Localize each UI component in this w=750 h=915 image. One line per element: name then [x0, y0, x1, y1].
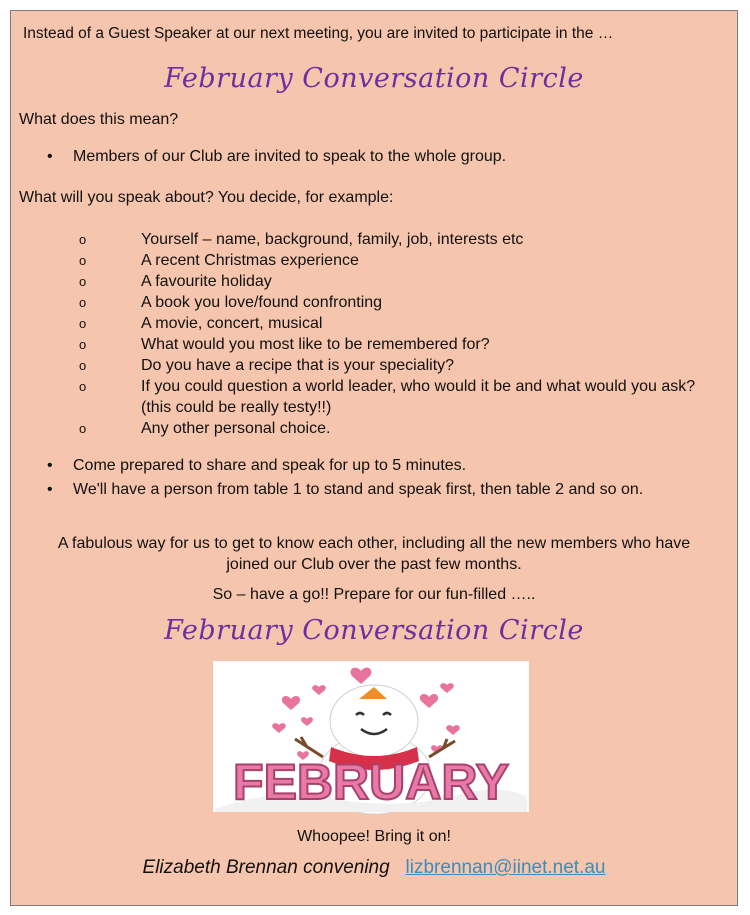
- topic-item: o A book you love/found confronting: [79, 294, 383, 311]
- february-word: FEBRUARY: [233, 754, 509, 810]
- closing-prompt: So – have a go!! Prepare for our fun-filled …..: [212, 586, 536, 603]
- topic-item: o Yourself – name, background, family, job, interests etc: [79, 231, 524, 248]
- circle-bullet-icon: o: [79, 274, 87, 289]
- bullet-item: [47, 457, 707, 475]
- topic-item: o What would you most like to be remembered for?: [79, 336, 490, 353]
- bullet-icon: •: [47, 481, 53, 498]
- bullet-icon: •: [47, 148, 53, 165]
- bullet-text: Members of our Club are invited to speak to the whole group.: [73, 148, 507, 165]
- whoopee-text: Whoopee! Bring it on!: [297, 828, 451, 845]
- flyer: [10, 10, 738, 906]
- question-meaning: What does this mean?: [19, 111, 179, 128]
- circle-bullet-icon: o: [79, 232, 87, 247]
- circle-bullet-icon: o: [79, 358, 87, 373]
- topic-list: [77, 229, 727, 439]
- topic-item: o If you could question a world leader, who would it be and what would you ask? (this could be really testy!!): [79, 378, 696, 416]
- bullet-text: We'll have a person from table 1 to stand and speak first, then table 2 and so on.: [73, 481, 644, 498]
- topic-item: o Any other personal choice.: [79, 420, 331, 437]
- closing-text: A fabulous way for us to get to know each other, including all the new members who have joined our Club over the past few months.: [57, 535, 691, 573]
- circle-bullet-icon: o: [79, 316, 87, 331]
- convener-name: Elizabeth Brennan convening: [142, 857, 390, 878]
- question-topic: What will you speak about? You decide, for example:: [19, 189, 394, 206]
- topic-item: o Do you have a recipe that is your speciality?: [79, 357, 455, 374]
- bullet-item: [47, 479, 707, 500]
- circle-bullet-icon: o: [79, 379, 87, 394]
- circle-bullet-icon: o: [79, 253, 87, 268]
- email-link[interactable]: lizbrennan@iinet.net.au: [405, 857, 606, 878]
- topic-item: o A movie, concert, musical: [79, 315, 323, 332]
- event-title: February Conversation Circle: [164, 63, 584, 94]
- circle-bullet-icon: o: [79, 421, 87, 436]
- february-snowman-illustration: [211, 659, 531, 814]
- intro-text: Instead of a Guest Speaker at our next meeting, you are invited to participate in the …: [23, 25, 614, 42]
- circle-bullet-icon: o: [79, 337, 87, 352]
- bullet-icon: •: [47, 457, 53, 474]
- bullet-text: Come prepared to share and speak for up to 5 minutes.: [73, 457, 467, 474]
- circle-bullet-icon: o: [79, 295, 87, 310]
- topic-item: o A recent Christmas experience: [79, 252, 359, 269]
- bullet-item: [47, 148, 707, 166]
- event-title-repeat: February Conversation Circle: [164, 615, 584, 646]
- convener-line: [11, 857, 737, 879]
- topic-item: o A favourite holiday: [79, 273, 272, 290]
